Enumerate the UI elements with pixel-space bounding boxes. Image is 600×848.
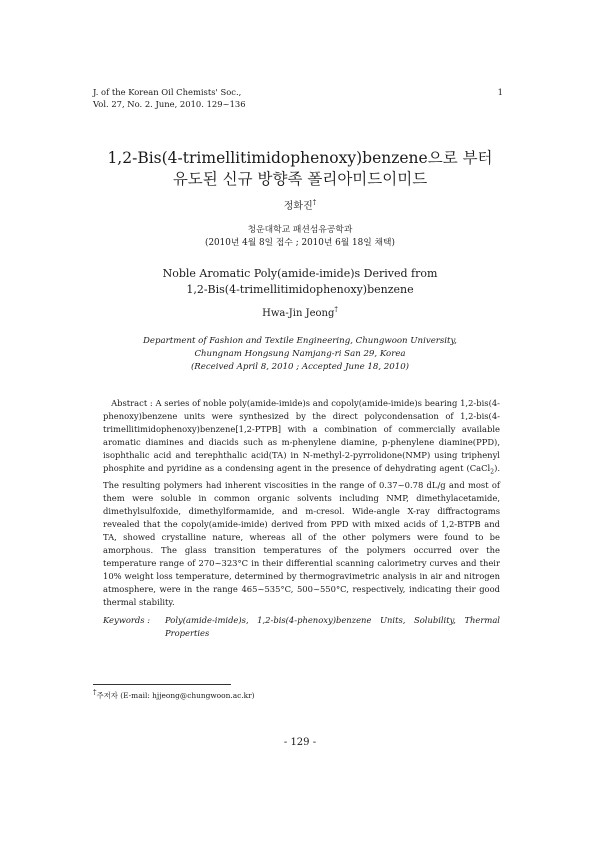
korean-title xyxy=(60,148,540,190)
english-affiliation xyxy=(0,335,600,374)
journal-line-1: J. of the Korean Oil Chemists' Soc., xyxy=(93,87,242,97)
english-title-line-2: 1,2-Bis(4-trimellitimidophenoxy)benzene xyxy=(186,283,414,296)
korean-dates: (2010년 4월 8일 접수 ; 2010년 6월 18일 채택) xyxy=(205,238,395,248)
english-author-name: Hwa-Jin Jeong xyxy=(262,308,335,319)
page-number-bottom: - 129 - xyxy=(283,737,317,748)
abstract-label: Abstract : xyxy=(111,398,153,408)
korean-department: 청운대학교 패션섬유공학과 xyxy=(247,225,353,235)
abstract xyxy=(103,397,500,609)
keywords xyxy=(103,614,500,640)
abstract-text-part-1: A series of noble poly(amide-imide)s and copoly(amide-imide)s bearing 1,2-bis(4-phenoxy)benzene units were synthesized by the direct polycondensation of 1,2-bis(4-trimellitimidophenoxy)benzene[1,2-PTPB] with a combination of commercially available aromatic diamines and diacids such as m-phenylene diamine, p-phenylene diamine(PPD), isophthalic acid and terephthalic acid(TA) in N-methyl-2-pyrrolidone(NMP) using triphenyl phosphite and pyridine as a condensing agent in the presence of dehydrating agent (CaCl xyxy=(103,398,501,473)
footnote xyxy=(93,690,254,701)
keywords-text: Poly(amide-imide)s, 1,2-bis(4-phenoxy)benzene Units, Solubility, Thermal Properties xyxy=(165,615,500,638)
abstract-text-part-2: ). The resulting polymers had inherent viscosities in the range of 0.37~0.78 dL/g and most of them were soluble in common organic solvents including NMP, dimethylacetamide, dimethylsulfoxide, dimethylformamide, and m-cresol. Wide-angle X-ray diffractograms revealed that the copoly(amide-imide) derived from PPD with mixed acids of 1,2-BTPB and TA, showed crystalline nature, whereas all of the other polymers were found to be amorphous. The glass transition temperatures of the polymers occurred over the temperature range of 270~323°C in their differential scanning calorimetry curves and their 10% weight loss temperature, determined by thermogravimetric analysis in air and nitrogen atmosphere, were in the range 465~535°C, 500~550°C, respectively, indicating their good thermal stability. xyxy=(103,463,500,607)
page-number-top: 1 xyxy=(497,87,503,97)
english-author xyxy=(0,305,600,319)
korean-affiliation xyxy=(0,224,600,250)
footnote-text: 주저자 (E-mail: hjjeong@chungwoon.ac.kr) xyxy=(96,691,255,700)
journal-citation xyxy=(93,86,246,110)
corresponding-mark-en: † xyxy=(334,305,338,314)
abstract-subscript: 2 xyxy=(490,468,495,476)
english-affiliation-line-2: Chungnam Hongsung Namjang-ri San 29, Korea xyxy=(194,349,406,359)
footnote-mark: † xyxy=(93,688,97,697)
english-dates: (Received April 8, 2010 ; Accepted June 18, 2010) xyxy=(190,362,410,372)
korean-author xyxy=(0,197,600,212)
english-affiliation-line-1: Department of Fashion and Textile Engineering, Chungwoon University, xyxy=(143,336,457,346)
english-title xyxy=(0,266,600,298)
footnote-divider xyxy=(93,684,231,685)
korean-title-line-1: 1,2-Bis(4-trimellitimidophenoxy)benzene으로 부터 xyxy=(107,149,493,167)
english-title-line-1: Noble Aromatic Poly(amide-imide)s Derived from xyxy=(162,267,438,280)
korean-title-line-2: 유도된 신규 방향족 폴리아미드이미드 xyxy=(172,170,428,188)
korean-author-name: 정화진 xyxy=(283,201,313,212)
corresponding-mark: † xyxy=(312,198,317,207)
journal-line-2: Vol. 27, No. 2. June, 2010. 129~136 xyxy=(93,99,246,109)
keywords-label: Keywords : xyxy=(103,615,151,625)
